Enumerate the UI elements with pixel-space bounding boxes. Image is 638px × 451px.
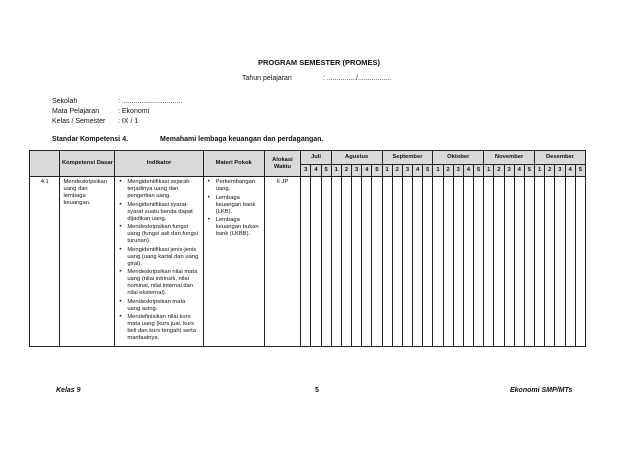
header-week: 1 bbox=[433, 165, 443, 177]
week-cell bbox=[413, 177, 423, 347]
week-cell bbox=[352, 177, 362, 347]
header-month: Oktober bbox=[433, 151, 484, 165]
meta-label-sekolah: Sekolah bbox=[52, 98, 78, 105]
header-week: 5 bbox=[321, 165, 331, 177]
header-number-cell bbox=[30, 151, 60, 177]
indikator-text: Mengidentifikasi jenis-jenis uang (uang kartal dan uang giral). bbox=[127, 246, 199, 267]
bullet-icon: • bbox=[119, 224, 122, 230]
bullet-icon: • bbox=[119, 246, 122, 253]
bullet-icon: • bbox=[207, 194, 210, 201]
footer-subject: Ekonomi SMP/MTs bbox=[510, 387, 573, 394]
kompetensi-dasar-cell: Mendeskripsikan uang dan lembaga keuangan. bbox=[60, 177, 115, 347]
indikator-item bbox=[118, 314, 199, 342]
header-week: 2 bbox=[545, 165, 555, 177]
week-cell bbox=[524, 177, 534, 347]
week-cell bbox=[484, 177, 494, 347]
week-cell bbox=[301, 177, 311, 347]
footer-page-number: 5 bbox=[315, 387, 319, 394]
week-cell bbox=[382, 177, 392, 347]
year-label: Tahun pelajaran bbox=[242, 75, 292, 82]
indikator-text: Mendeskripsikan fungsi uang (fungsi asli dan fungsi turunan). bbox=[127, 224, 198, 244]
week-cell bbox=[423, 177, 433, 347]
week-cell bbox=[372, 177, 382, 347]
header-week: 4 bbox=[362, 165, 372, 177]
table-row bbox=[30, 177, 586, 347]
week-cell bbox=[443, 177, 453, 347]
week-cell bbox=[362, 177, 372, 347]
materi-text: Lembaga keuangan bukan bank (LKBB). bbox=[215, 217, 259, 237]
meta-value-sekolah: : ............................... bbox=[118, 98, 183, 105]
header-week: 5 bbox=[575, 165, 585, 177]
bullet-icon: • bbox=[207, 179, 210, 185]
week-cell bbox=[555, 177, 565, 347]
week-cell bbox=[321, 177, 331, 347]
alokasi-waktu-cell: 6 JP bbox=[264, 177, 301, 347]
header-week: 5 bbox=[474, 165, 484, 177]
row-number: 4.1 bbox=[30, 177, 60, 347]
header-materi-pokok: Materi Pokok bbox=[203, 151, 264, 177]
materi-pokok-cell bbox=[203, 177, 264, 347]
materi-item bbox=[207, 217, 261, 238]
header-month: Juli bbox=[301, 151, 332, 165]
header-week: 1 bbox=[331, 165, 341, 177]
materi-text: Perkembangan uang. bbox=[215, 179, 256, 192]
header-week: 1 bbox=[535, 165, 545, 177]
indikator-text: Mengidentifikasi syarat-syarat suatu benda dapat dijadikan uang. bbox=[127, 201, 193, 222]
bullet-icon: • bbox=[207, 217, 210, 223]
header-week: 4 bbox=[311, 165, 321, 177]
week-cell bbox=[453, 177, 463, 347]
header-week: 4 bbox=[413, 165, 423, 177]
week-cell bbox=[331, 177, 341, 347]
header-month: September bbox=[382, 151, 433, 165]
promes-table bbox=[29, 150, 586, 347]
header-week: 3 bbox=[504, 165, 514, 177]
materi-item bbox=[207, 179, 261, 193]
week-cell bbox=[545, 177, 555, 347]
bullet-icon: • bbox=[119, 179, 122, 185]
week-cell bbox=[474, 177, 484, 347]
header-week: 2 bbox=[443, 165, 453, 177]
year-value: : .............../................. bbox=[323, 75, 392, 82]
bullet-icon: • bbox=[119, 298, 122, 305]
header-week: 5 bbox=[524, 165, 534, 177]
header-week: 5 bbox=[423, 165, 433, 177]
meta-value-kelas: : IX / 1 bbox=[118, 118, 139, 125]
week-cell bbox=[575, 177, 585, 347]
indikator-text: Mendefinisikan nilai kurs mata uang (kurs jual, kurs beli dan kurs tengah) serta manfaatnya. bbox=[127, 314, 196, 341]
header-week: 4 bbox=[565, 165, 575, 177]
indikator-text: Mendeskripsikan mata uang asing. bbox=[127, 298, 186, 312]
header-week: 3 bbox=[301, 165, 311, 177]
bullet-icon: • bbox=[119, 269, 122, 275]
header-week: 5 bbox=[372, 165, 382, 177]
header-week: 2 bbox=[494, 165, 504, 177]
header-week: 1 bbox=[484, 165, 494, 177]
header-month: November bbox=[484, 151, 535, 165]
meta-label-mapel: Mata Pelajaran bbox=[52, 108, 100, 115]
week-cell bbox=[433, 177, 443, 347]
week-cell bbox=[341, 177, 351, 347]
indikator-item bbox=[118, 224, 199, 245]
indikator-cell bbox=[115, 177, 203, 347]
bullet-icon: • bbox=[119, 201, 122, 208]
meta-label-kelas: Kelas / Semester bbox=[52, 118, 106, 125]
standar-label: Standar Kompetensi bbox=[52, 136, 121, 143]
week-cell bbox=[463, 177, 473, 347]
week-cell bbox=[402, 177, 412, 347]
week-cell bbox=[504, 177, 514, 347]
week-cell bbox=[514, 177, 524, 347]
header-week: 3 bbox=[402, 165, 412, 177]
bullet-icon: • bbox=[119, 314, 122, 320]
header-kompetensi-dasar: Kompetensi Dasar bbox=[60, 151, 115, 177]
header-week: 1 bbox=[382, 165, 392, 177]
week-cell bbox=[392, 177, 402, 347]
week-cell bbox=[494, 177, 504, 347]
materi-item bbox=[207, 195, 261, 216]
materi-text: Lembaga keuangan bank (LKB). bbox=[215, 194, 256, 215]
indikator-item bbox=[118, 299, 199, 313]
meta-value-mapel: : Ekonomi bbox=[118, 108, 150, 115]
header-week: 3 bbox=[352, 165, 362, 177]
header-month: Desember bbox=[535, 151, 586, 165]
header-alokasi-waktu: Alokasi Waktu bbox=[264, 151, 301, 177]
document-title: PROGRAM SEMESTER (PROMES) bbox=[257, 58, 381, 67]
standar-number: : 4. bbox=[118, 136, 129, 143]
header-week: 3 bbox=[555, 165, 565, 177]
indikator-item bbox=[118, 247, 199, 268]
week-cell bbox=[565, 177, 575, 347]
footer-class: Kelas 9 bbox=[56, 387, 81, 394]
header-week: 3 bbox=[453, 165, 463, 177]
header-week: 2 bbox=[341, 165, 351, 177]
header-month: Agustus bbox=[331, 151, 382, 165]
indikator-text: Mengidentifikasi sejarah terjadinya uang dan pengertian uang. bbox=[127, 179, 190, 199]
week-cell bbox=[311, 177, 321, 347]
header-week: 4 bbox=[514, 165, 524, 177]
indikator-text: Mendeskripsikan nilai mata uang (nilai intrinsik, nilai nominal, nilai internal dan nilai eksternal). bbox=[127, 269, 198, 296]
header-week: 4 bbox=[463, 165, 473, 177]
standar-text: Memahami lembaga keuangan dan perdagangan. bbox=[160, 136, 324, 143]
week-cell bbox=[535, 177, 545, 347]
header-indikator: Indikator bbox=[115, 151, 203, 177]
indikator-item bbox=[118, 202, 199, 223]
indikator-item bbox=[118, 269, 199, 297]
header-week: 2 bbox=[392, 165, 402, 177]
indikator-item bbox=[118, 179, 199, 200]
